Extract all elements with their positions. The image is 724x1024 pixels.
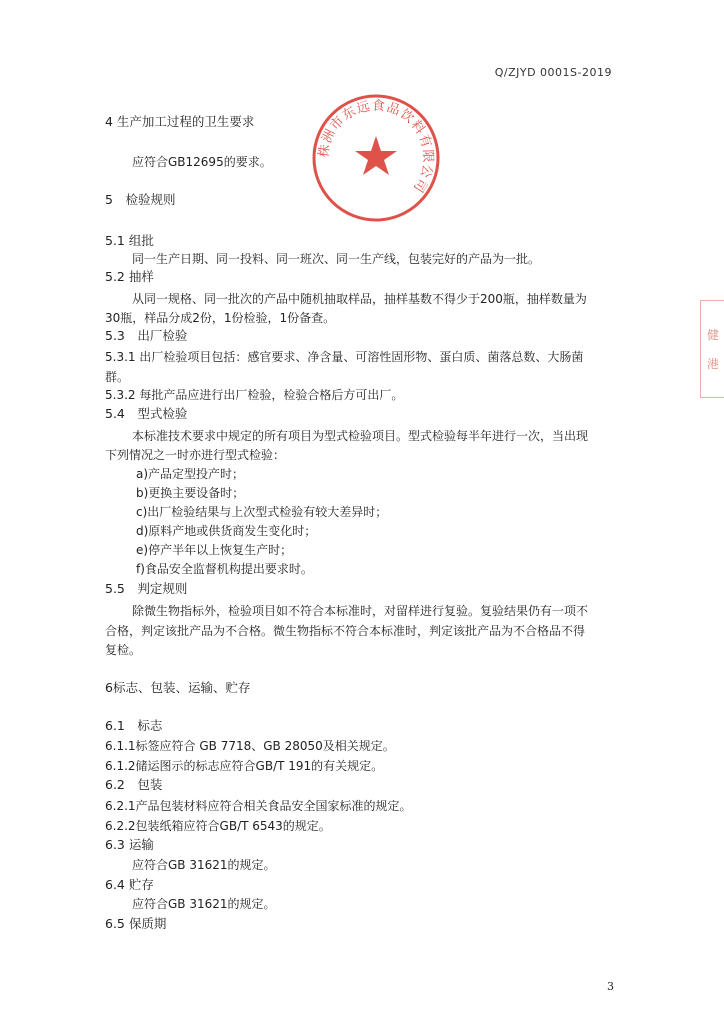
paragraph: 合格，判定该批产品为不合格。微生物指标不符合本标准时，判定该批产品为不合格品不得 — [105, 624, 586, 638]
paragraph: 6.2.1产品包装材料应符合相关食品安全国家标准的规定。 — [105, 799, 412, 813]
section-heading: 6标志、包装、运输、贮存 — [105, 680, 251, 695]
subsection-heading: 6.4 贮存 — [105, 877, 154, 892]
paragraph: 30瓶，样品分成2份，1份检验，1份备查。 — [105, 311, 336, 325]
list-item: e)停产半年以上恢复生产时； — [136, 543, 293, 557]
list-item: d)原料产地或供货商发生变化时； — [136, 524, 317, 538]
seal-star-icon — [355, 136, 397, 175]
paragraph: 6.1.1标签应符合 GB 7718、GB 28050及相关规定。 — [105, 739, 395, 753]
subsection-heading: 6.2 包装 — [105, 777, 163, 792]
section-heading: 4 生产加工过程的卫生要求 — [105, 114, 255, 129]
page-number: 3 — [607, 980, 614, 993]
paragraph: 除微生物指标外，检验项目如不符合本标准时，对留样进行复验。复验结果仍有一项不 — [132, 604, 589, 618]
subsection-heading: 5.4 型式检验 — [105, 406, 188, 421]
paragraph: 同一生产日期、同一投料、同一班次、同一生产线，包装完好的产品为一批。 — [132, 252, 541, 266]
seal-text: 株洲市东远食品饮料有限公司 — [316, 98, 436, 196]
paragraph: 从同一规格、同一批次的产品中随机抽取样品，抽样基数不得少于200瓶，抽样数量为 — [132, 292, 587, 306]
company-seal — [310, 92, 442, 224]
subsection-heading: 6.1 标志 — [105, 718, 163, 733]
section-heading: 5 检验规则 — [105, 192, 176, 207]
paragraph: 应符合GB 31621的规定。 — [132, 897, 276, 911]
paragraph: 下列情况之一时亦进行型式检验： — [105, 448, 286, 462]
paragraph: 5.3.2 每批产品应进行出厂检验，检验合格后方可出厂。 — [105, 388, 404, 402]
list-item: f)食品安全监督机构提出要求时。 — [136, 562, 313, 576]
paragraph: 6.1.2储运图示的标志应符合GB/T 191的有关规定。 — [105, 759, 384, 773]
paragraph: 复检。 — [105, 643, 142, 657]
subsection-heading: 5.5 判定规则 — [105, 581, 188, 596]
subsection-heading: 5.1 组批 — [105, 233, 154, 248]
edge-tab-char: 健 — [706, 328, 719, 342]
subsection-heading: 5.3 出厂检验 — [105, 328, 188, 343]
edge-binding-tab — [700, 300, 724, 398]
subsection-heading: 6.5 保质期 — [105, 916, 167, 931]
list-item: c)出厂检验结果与上次型式检验有较大差异时； — [136, 505, 388, 519]
paragraph: 群。 — [105, 370, 130, 384]
paragraph: 应符合GB12695的要求。 — [132, 155, 272, 169]
standard-code: Q/ZJYD 0001S-2019 — [494, 66, 612, 79]
edge-tab-char: 港 — [706, 357, 719, 371]
paragraph: 应符合GB 31621的规定。 — [132, 858, 276, 872]
paragraph: 本标准技术要求中规定的所有项目为型式检验项目。型式检验每半年进行一次，当出现 — [132, 429, 589, 443]
subsection-heading: 6.3 运输 — [105, 837, 154, 852]
paragraph: 5.3.1 出厂检验项目包括：感官要求、净含量、可溶性固形物、蛋白质、菌落总数、大肠菌 — [105, 350, 584, 364]
paragraph: 6.2.2包装纸箱应符合GB/T 6543的规定。 — [105, 819, 331, 833]
subsection-heading: 5.2 抽样 — [105, 269, 154, 284]
seal-graphic — [310, 92, 442, 224]
list-item: b)更换主要设备时； — [136, 486, 245, 500]
list-item: a)产品定型投产时； — [136, 467, 245, 481]
